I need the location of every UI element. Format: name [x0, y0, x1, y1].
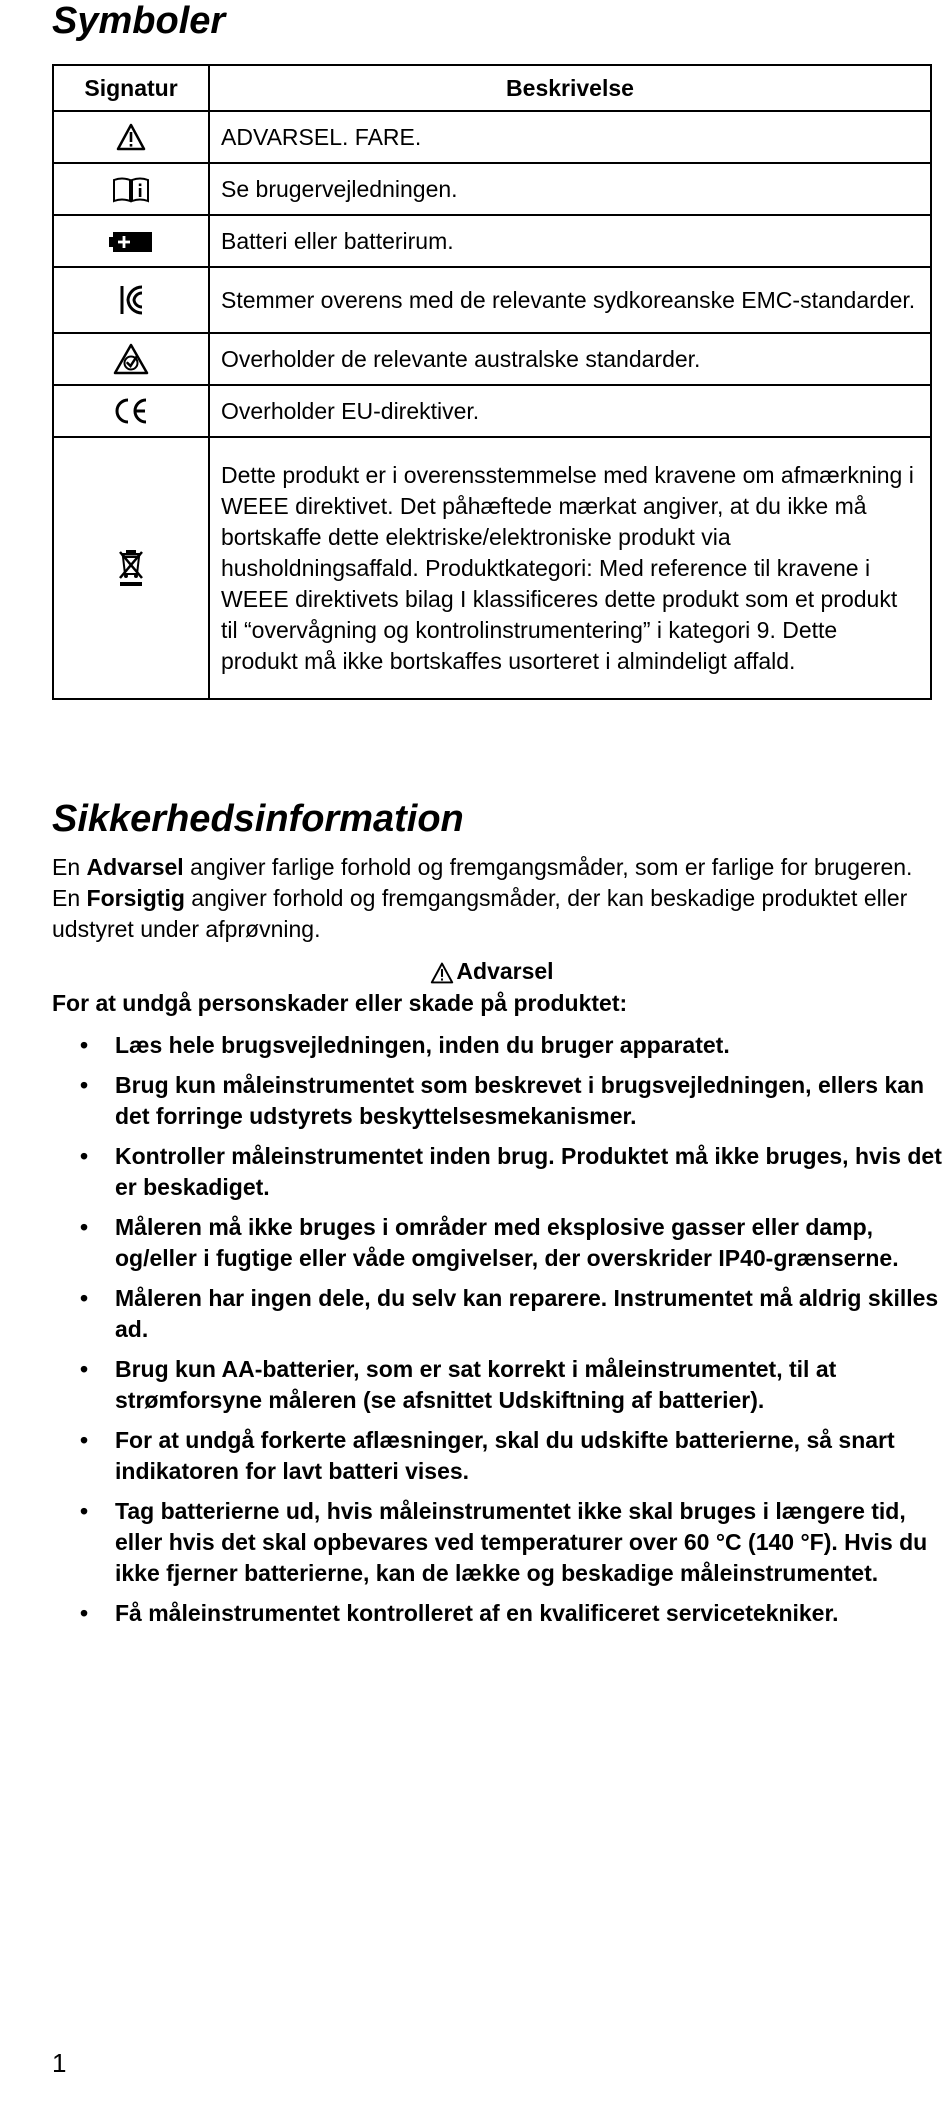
warning-lead: For at undgå personskader eller skade på produktet: — [52, 990, 628, 1016]
list-item — [52, 1070, 942, 1132]
warning-text: For at undgå forkerte aflæsninger, skal du udskifte batterierne, så snart indikatoren for lavt batteri vises. — [115, 1427, 895, 1484]
warning-heading — [52, 958, 932, 985]
symbol-description: Se brugervejledningen. — [209, 163, 931, 215]
rcm-mark-icon — [53, 333, 209, 385]
bullet-icon: • — [80, 1600, 89, 1626]
table-row — [53, 163, 931, 215]
symbols-title: Symboler — [52, 0, 226, 42]
symbol-description: Dette produkt er i overensstemmelse med kravene om afmærkning i WEEE direktivet. Det påhæftede mærkat angiver, at du ikke må bortskaffe dette elektriske/elektroniske produkt via husholdningsaffald. Produktkategori: Med reference til kravene i WEEE direktivets bilag I klassificeres dette produkt som et produkt til “overvågning og kontrolinstrumentering” i kategori 9. Dette produkt må ikke bortskaffes usorteret i almindeligt affald. — [209, 437, 931, 699]
warning-text: Tag batterierne ud, hvis måleinstrumentet ikke skal bruges i længere tid, eller hvis det skal opbevares ved temperaturer over 60 °C (140 °F). Hvis du ikke fjerner batterierne, kan de lække og beskadige måleinstrumentet. — [115, 1498, 928, 1586]
list-item — [52, 1425, 942, 1487]
symbol-description: Overholder de relevante australske standarder. — [209, 333, 931, 385]
intro-text: En — [52, 854, 87, 880]
warning-text: Få måleinstrumentet kontrolleret af en kvalificeret servicetekniker. — [115, 1600, 839, 1626]
warning-text: Kontroller måleinstrumentet inden brug. Produktet må ikke bruges, hvis det er beskadiget. — [115, 1143, 942, 1200]
safety-title: Sikkerhedsinformation — [52, 798, 464, 840]
bullet-icon: • — [80, 1143, 89, 1169]
table-row — [53, 437, 931, 699]
symbol-description: ADVARSEL. FARE. — [209, 111, 931, 163]
bullet-icon: • — [80, 1285, 89, 1311]
bullet-icon: • — [80, 1427, 89, 1453]
intro-caution-term: Forsigtig — [86, 885, 185, 911]
weee-bin-icon — [53, 437, 209, 699]
list-item — [52, 1496, 942, 1589]
bullet-icon: • — [80, 1498, 89, 1524]
warning-text: Brug kun måleinstrumentet som beskrevet i brugsvejledningen, ellers kan det forringe udstyrets beskyttelsesmekanismer. — [115, 1072, 925, 1129]
bullet-icon: • — [80, 1072, 89, 1098]
table-header-row — [53, 65, 931, 111]
warning-text: Læs hele brugsvejledningen, inden du bruger apparatet. — [115, 1032, 730, 1058]
table-row — [53, 215, 931, 267]
battery-icon — [53, 215, 209, 267]
warning-text: Brug kun AA-batterier, som er sat korrekt i måleinstrumentet, til at strømforsyne måleren (se afsnittet Udskiftning af batterier). — [115, 1356, 837, 1413]
symbol-description: Stemmer overens med de relevante sydkoreanske EMC-standarder. — [209, 267, 931, 333]
bullet-icon: • — [80, 1032, 89, 1058]
list-item — [52, 1212, 942, 1274]
ce-mark-icon — [53, 385, 209, 437]
list-item — [52, 1354, 942, 1416]
manual-book-icon — [53, 163, 209, 215]
warning-triangle-icon — [53, 111, 209, 163]
symbol-description: Overholder EU-direktiver. — [209, 385, 931, 437]
warning-heading-label: Advarsel — [456, 958, 554, 984]
intro-text: angiver forhold og fremgangsmåder, der kan beskadige produktet eller udstyret under afprøvning. — [52, 885, 908, 942]
table-row — [53, 111, 931, 163]
symbol-description: Batteri eller batterirum. — [209, 215, 931, 267]
table-row — [53, 385, 931, 437]
list-item — [52, 1598, 942, 1629]
description-header: Beskrivelse — [209, 65, 931, 111]
list-item — [52, 1283, 942, 1345]
warning-text: Måleren må ikke bruges i områder med eksplosive gasser eller damp, og/eller i fugtige eller våde omgivelser, der overskrider IP40-grænserne. — [115, 1214, 899, 1271]
table-row — [53, 267, 931, 333]
list-item — [52, 1141, 942, 1203]
bullet-icon: • — [80, 1214, 89, 1240]
list-item — [52, 1030, 942, 1061]
intro-warning-term: Advarsel — [86, 854, 184, 880]
warning-list — [52, 1030, 942, 1638]
warning-text: Måleren har ingen dele, du selv kan reparere. Instrumentet må aldrig skilles ad. — [115, 1285, 939, 1342]
intro-text: angiver farlige forhold og fremgangsmåder, som er farlige for brugeren. En — [52, 854, 913, 911]
kc-mark-icon — [53, 267, 209, 333]
symbols-table — [52, 64, 932, 700]
warning-triangle-icon — [430, 958, 456, 984]
signature-header: Signatur — [53, 65, 209, 111]
table-row — [53, 333, 931, 385]
bullet-icon: • — [80, 1356, 89, 1382]
safety-intro — [52, 852, 932, 945]
page-number: 1 — [52, 2048, 67, 2078]
